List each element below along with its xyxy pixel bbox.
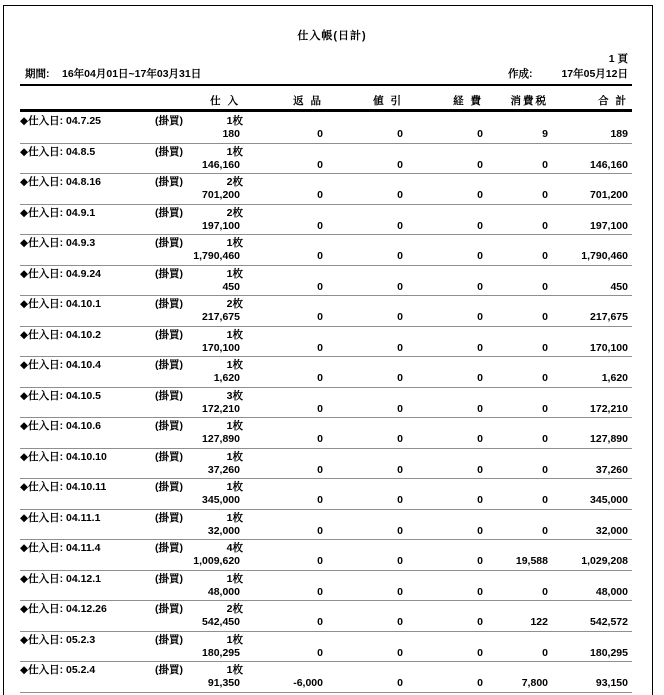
purchase-date-label: ◆仕入日: 04.7.25 — [20, 115, 102, 127]
amount-total: 37,260 — [595, 463, 628, 476]
amount-purchase: 180,295 — [202, 646, 240, 659]
slip-count: 1枚 — [226, 664, 243, 676]
slip-count: 1枚 — [226, 115, 243, 127]
amount-discount: 0 — [397, 616, 403, 629]
amount-purchase: 1,790,460 — [193, 250, 240, 263]
amount-returns: -6,000 — [293, 677, 323, 690]
amount-purchase: 146,160 — [202, 158, 240, 171]
amount-tax: 0 — [542, 494, 548, 507]
amount-expense: 0 — [477, 585, 483, 598]
amount-expense: 0 — [477, 189, 483, 202]
slip-count: 1枚 — [226, 420, 243, 432]
purchase-date-label: ◆仕入日: 04.8.16 — [20, 176, 102, 188]
amount-discount: 0 — [397, 250, 403, 263]
column-header-returns: 返 品 — [293, 95, 323, 107]
purchase-type-label: (掛買) — [155, 633, 183, 646]
purchase-type-label: (掛買) — [155, 176, 183, 188]
purchase-date-label: ◆仕入日: 04.12.26 — [20, 603, 107, 615]
purchase-type-label: (掛買) — [155, 420, 183, 432]
column-header-discount: 値 引 — [373, 95, 403, 107]
purchase-type-label: (掛買) — [155, 572, 183, 585]
amount-expense: 0 — [477, 250, 483, 263]
table-row — [20, 327, 632, 358]
amount-returns: 0 — [317, 616, 323, 629]
purchase-date-label: ◆仕入日: 04.9.24 — [20, 267, 102, 280]
amount-returns: 0 — [317, 555, 323, 568]
amount-returns: 0 — [317, 341, 323, 354]
amount-tax: 0 — [542, 189, 548, 202]
amount-discount: 0 — [397, 494, 403, 507]
amount-returns: 0 — [317, 433, 323, 446]
amount-returns: 0 — [317, 494, 323, 507]
amount-expense: 0 — [477, 341, 483, 354]
purchase-type-label: (掛買) — [155, 115, 183, 127]
amount-tax: 19,588 — [515, 555, 548, 568]
amount-purchase: 37,260 — [207, 463, 240, 476]
amount-returns: 0 — [317, 219, 323, 232]
amount-discount: 0 — [397, 524, 403, 537]
slip-count: 2枚 — [226, 298, 243, 310]
amount-purchase: 197,100 — [202, 219, 240, 232]
slip-count: 4枚 — [226, 542, 243, 554]
table-row — [20, 113, 632, 144]
column-header-total: 合 計 — [598, 95, 628, 107]
amount-total: 127,890 — [590, 433, 628, 446]
amount-tax: 0 — [542, 158, 548, 171]
amount-returns: 0 — [317, 524, 323, 537]
amount-returns: 0 — [317, 372, 323, 385]
amount-expense: 0 — [477, 463, 483, 476]
amount-discount: 0 — [397, 555, 403, 568]
amount-total: 542,572 — [590, 616, 628, 629]
purchase-date-label: ◆仕入日: 05.2.3 — [20, 633, 96, 646]
amount-expense: 0 — [477, 555, 483, 568]
amount-tax: 0 — [542, 585, 548, 598]
slip-count: 1枚 — [226, 481, 243, 493]
slip-count: 1枚 — [226, 237, 243, 249]
purchase-date-label: ◆仕入日: 04.9.3 — [20, 237, 96, 249]
amount-tax: 0 — [542, 311, 548, 324]
purchase-type-label: (掛買) — [155, 450, 183, 463]
amount-discount: 0 — [397, 128, 403, 141]
amount-purchase: 170,100 — [202, 341, 240, 354]
amount-tax: 0 — [542, 433, 548, 446]
page-number: 1 頁 — [608, 53, 628, 65]
amount-total: 217,675 — [590, 311, 628, 324]
slip-count: 1枚 — [226, 359, 243, 371]
amount-total: 197,100 — [590, 219, 628, 232]
slip-count: 1枚 — [226, 450, 243, 463]
amount-returns: 0 — [317, 311, 323, 324]
purchase-type-label: (掛買) — [155, 237, 183, 249]
amount-expense: 0 — [477, 402, 483, 415]
slip-count: 1枚 — [226, 328, 243, 341]
purchase-type-label: (掛買) — [155, 511, 183, 524]
amount-tax: 0 — [542, 219, 548, 232]
purchase-date-label: ◆仕入日: 04.10.10 — [20, 450, 107, 463]
slip-count: 1枚 — [226, 633, 243, 646]
amount-expense: 0 — [477, 280, 483, 293]
amount-purchase: 345,000 — [202, 494, 240, 507]
amount-expense: 0 — [477, 128, 483, 141]
table-row — [20, 632, 632, 663]
amount-discount: 0 — [397, 677, 403, 690]
amount-discount: 0 — [397, 402, 403, 415]
purchase-date-label: ◆仕入日: 04.11.4 — [20, 542, 101, 554]
purchase-type-label: (掛買) — [155, 145, 183, 158]
amount-purchase: 91,350 — [207, 677, 240, 690]
purchase-date-label: ◆仕入日: 04.10.11 — [20, 481, 107, 493]
amount-purchase: 450 — [222, 280, 240, 293]
table-row — [20, 235, 632, 266]
amount-total: 48,000 — [595, 585, 628, 598]
amount-discount: 0 — [397, 341, 403, 354]
column-header-expense: 経 費 — [453, 95, 483, 107]
amount-expense: 0 — [477, 433, 483, 446]
amount-total: 701,200 — [590, 189, 628, 202]
purchase-type-label: (掛買) — [155, 267, 183, 280]
amount-expense: 0 — [477, 311, 483, 324]
amount-tax: 0 — [542, 341, 548, 354]
amount-returns: 0 — [317, 646, 323, 659]
amount-total: 1,029,208 — [581, 555, 628, 568]
amount-discount: 0 — [397, 219, 403, 232]
amount-purchase: 127,890 — [202, 433, 240, 446]
slip-count: 1枚 — [226, 145, 243, 158]
purchase-date-label: ◆仕入日: 05.2.4 — [20, 664, 96, 676]
purchase-type-label: (掛買) — [155, 298, 183, 310]
amount-tax: 0 — [542, 463, 548, 476]
purchase-date-label: ◆仕入日: 04.10.2 — [20, 328, 102, 341]
table-row — [20, 174, 632, 205]
amount-expense: 0 — [477, 616, 483, 629]
purchase-type-label: (掛買) — [155, 328, 183, 341]
slip-count: 1枚 — [226, 572, 243, 585]
amount-expense: 0 — [477, 646, 483, 659]
table-row — [20, 205, 632, 236]
amount-total: 180,295 — [590, 646, 628, 659]
period-value: 16年04月01日~17年03月31日 — [62, 68, 202, 80]
amount-tax: 0 — [542, 280, 548, 293]
amount-tax: 0 — [542, 646, 548, 659]
purchase-type-label: (掛買) — [155, 481, 183, 493]
amount-discount: 0 — [397, 646, 403, 659]
amount-discount: 0 — [397, 189, 403, 202]
slip-count: 1枚 — [226, 511, 243, 524]
purchase-date-label: ◆仕入日: 04.12.1 — [20, 572, 102, 585]
column-header-tax: 消費税 — [510, 95, 548, 107]
amount-expense: 0 — [477, 677, 483, 690]
amount-purchase: 172,210 — [202, 402, 240, 415]
amount-returns: 0 — [317, 402, 323, 415]
header-rule — [20, 84, 632, 86]
column-header-rule — [20, 109, 632, 112]
amount-total: 146,160 — [590, 158, 628, 171]
amount-returns: 0 — [317, 585, 323, 598]
purchase-date-label: ◆仕入日: 04.10.5 — [20, 389, 102, 402]
amount-discount: 0 — [397, 463, 403, 476]
amount-tax: 9 — [542, 128, 548, 141]
amount-purchase: 180 — [222, 128, 240, 141]
amount-expense: 0 — [477, 372, 483, 385]
amount-discount: 0 — [397, 372, 403, 385]
table-row — [20, 540, 632, 571]
amount-discount: 0 — [397, 585, 403, 598]
table-row — [20, 296, 632, 327]
amount-purchase: 701,200 — [202, 189, 240, 202]
purchase-date-label: ◆仕入日: 04.10.6 — [20, 420, 102, 432]
amount-total: 170,100 — [590, 341, 628, 354]
amount-expense: 0 — [477, 524, 483, 537]
purchase-type-label: (掛買) — [155, 206, 183, 219]
slip-count: 2枚 — [226, 176, 243, 188]
amount-total: 189 — [610, 128, 628, 141]
slip-count: 1枚 — [226, 267, 243, 280]
amount-total: 93,150 — [595, 677, 628, 690]
slip-count: 2枚 — [226, 206, 243, 219]
purchase-date-label: ◆仕入日: 04.10.4 — [20, 359, 102, 371]
purchase-date-label: ◆仕入日: 04.8.5 — [20, 145, 96, 158]
amount-total: 1,620 — [601, 372, 628, 385]
ledger-rows — [20, 113, 632, 693]
table-row — [20, 144, 632, 175]
table-row — [20, 449, 632, 480]
slip-count: 3枚 — [226, 389, 243, 402]
amount-total: 172,210 — [590, 402, 628, 415]
purchase-type-label: (掛買) — [155, 359, 183, 371]
amount-returns: 0 — [317, 189, 323, 202]
amount-discount: 0 — [397, 311, 403, 324]
amount-tax: 0 — [542, 402, 548, 415]
table-row — [20, 510, 632, 541]
amount-returns: 0 — [317, 250, 323, 263]
table-row — [20, 571, 632, 602]
table-row — [20, 388, 632, 419]
purchase-type-label: (掛買) — [155, 603, 183, 615]
amount-purchase: 32,000 — [207, 524, 240, 537]
created-label: 作成: — [508, 68, 533, 80]
amount-expense: 0 — [477, 494, 483, 507]
amount-expense: 0 — [477, 158, 483, 171]
purchase-type-label: (掛買) — [155, 389, 183, 402]
table-row — [20, 479, 632, 510]
amount-tax: 122 — [530, 616, 548, 629]
amount-tax: 7,800 — [521, 677, 548, 690]
amount-purchase: 1,009,620 — [193, 555, 240, 568]
amount-tax: 0 — [542, 372, 548, 385]
amount-total: 32,000 — [595, 524, 628, 537]
created-value: 17年05月12日 — [561, 68, 628, 80]
slip-count: 2枚 — [226, 603, 243, 615]
amount-returns: 0 — [317, 463, 323, 476]
amount-discount: 0 — [397, 280, 403, 293]
table-row — [20, 662, 632, 693]
purchase-date-label: ◆仕入日: 04.11.1 — [20, 511, 101, 524]
amount-expense: 0 — [477, 219, 483, 232]
table-row — [20, 418, 632, 449]
amount-total: 1,790,460 — [581, 250, 628, 263]
amount-returns: 0 — [317, 158, 323, 171]
amount-purchase: 542,450 — [202, 616, 240, 629]
period-label: 期間: — [25, 68, 50, 80]
amount-tax: 0 — [542, 524, 548, 537]
report-title: 仕入帳(日計) — [297, 30, 367, 42]
purchase-date-label: ◆仕入日: 04.10.1 — [20, 298, 102, 310]
amount-purchase: 1,620 — [213, 372, 240, 385]
amount-returns: 0 — [317, 280, 323, 293]
amount-tax: 0 — [542, 250, 548, 263]
amount-discount: 0 — [397, 158, 403, 171]
table-row — [20, 266, 632, 297]
amount-purchase: 217,675 — [202, 311, 240, 324]
table-row — [20, 601, 632, 632]
amount-returns: 0 — [317, 128, 323, 141]
amount-purchase: 48,000 — [207, 585, 240, 598]
purchase-type-label: (掛買) — [155, 664, 183, 676]
column-headers — [20, 93, 628, 107]
purchase-date-label: ◆仕入日: 04.9.1 — [20, 206, 96, 219]
amount-discount: 0 — [397, 433, 403, 446]
amount-total: 345,000 — [590, 494, 628, 507]
table-row — [20, 357, 632, 388]
column-header-purchase: 仕 入 — [210, 95, 240, 107]
amount-total: 450 — [610, 280, 628, 293]
report-meta — [20, 66, 632, 80]
purchase-type-label: (掛買) — [155, 542, 183, 554]
